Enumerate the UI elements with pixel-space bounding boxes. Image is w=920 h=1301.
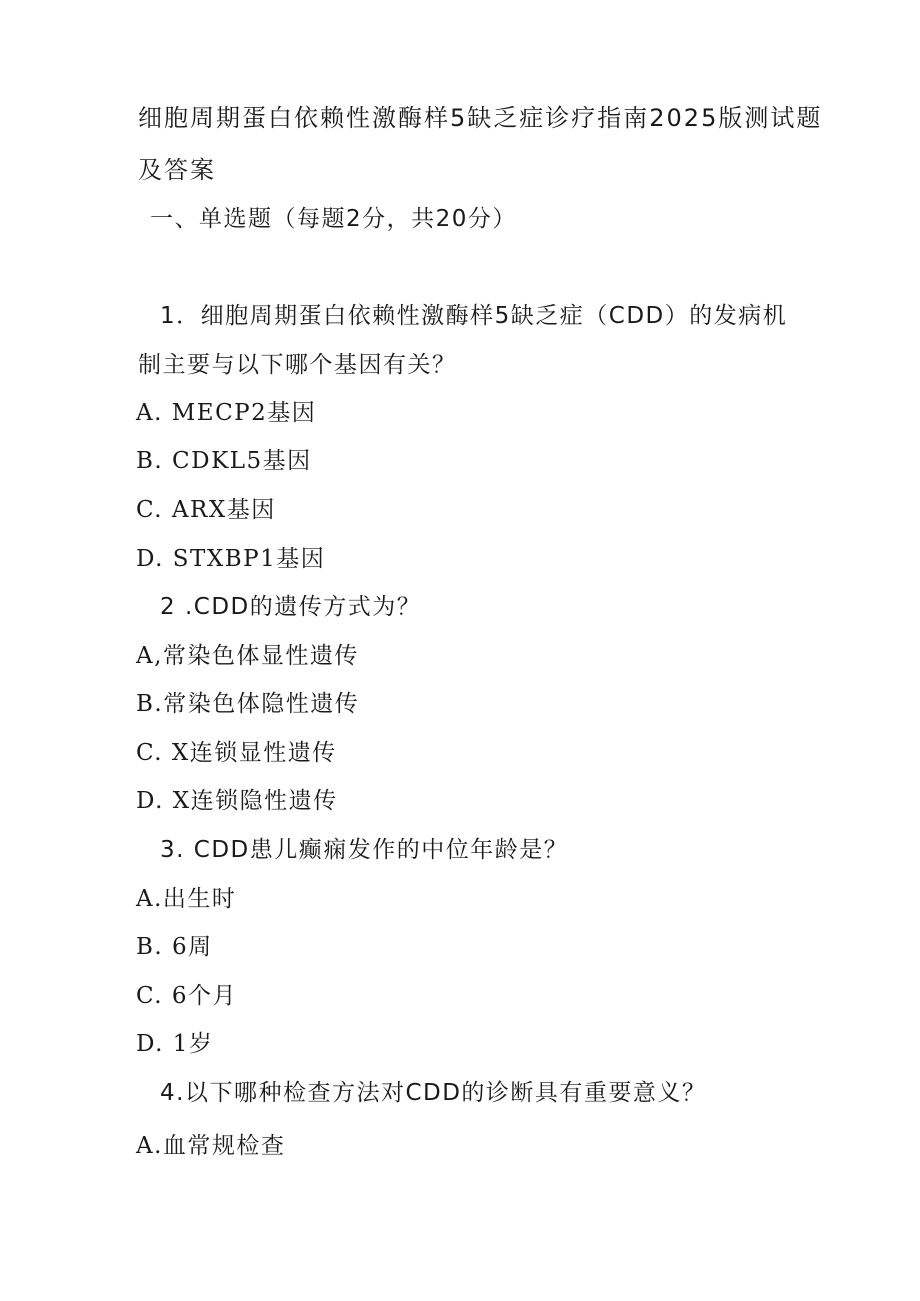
- question-1-option-a: A. MECP2基因: [136, 400, 317, 426]
- question-4-option-a: A.血常规检查: [136, 1133, 286, 1159]
- section-heading: 一、单选题（每题2分，共20分）: [150, 206, 517, 232]
- question-2-option-c: C. X连锁显性遗传: [136, 740, 337, 766]
- question-2-option-a: A,常染色体显性遗传: [136, 643, 359, 669]
- question-3-option-c: C. 6个月: [136, 983, 238, 1009]
- question-2-option-b: B.常染色体隐性遗传: [136, 691, 360, 717]
- question-1-option-b: B. CDKL5基因: [136, 448, 312, 474]
- question-3-option-a: A.出生时: [136, 886, 237, 912]
- question-2-stem: 2 .CDD的遗传方式为？: [160, 594, 422, 620]
- question-1-stem-line-1: 1．细胞周期蛋白依赖性激酶样5缺乏症（CDD）的发病机: [160, 303, 788, 329]
- question-3-stem: 3. CDD患儿癫痫发作的中位年龄是？: [160, 837, 569, 863]
- document-title-line-1: 细胞周期蛋白依赖性激酶样5缺乏症诊疗指南2025版测试题: [138, 104, 823, 132]
- question-1-option-c: C. ARX基因: [136, 497, 276, 523]
- question-3-option-d: D. 1岁: [136, 1031, 214, 1057]
- document-title-line-2: 及答案: [138, 156, 216, 184]
- question-1-option-d: D. STXBP1基因: [136, 546, 326, 572]
- question-4-stem: 4.以下哪种检查方法对CDD的诊断具有重要意义？: [160, 1080, 707, 1106]
- question-3-option-b: B. 6周: [136, 934, 213, 960]
- question-1-stem-line-2: 制主要与以下哪个基因有关？: [138, 352, 457, 378]
- question-2-option-d: D. X连锁隐性遗传: [136, 788, 338, 814]
